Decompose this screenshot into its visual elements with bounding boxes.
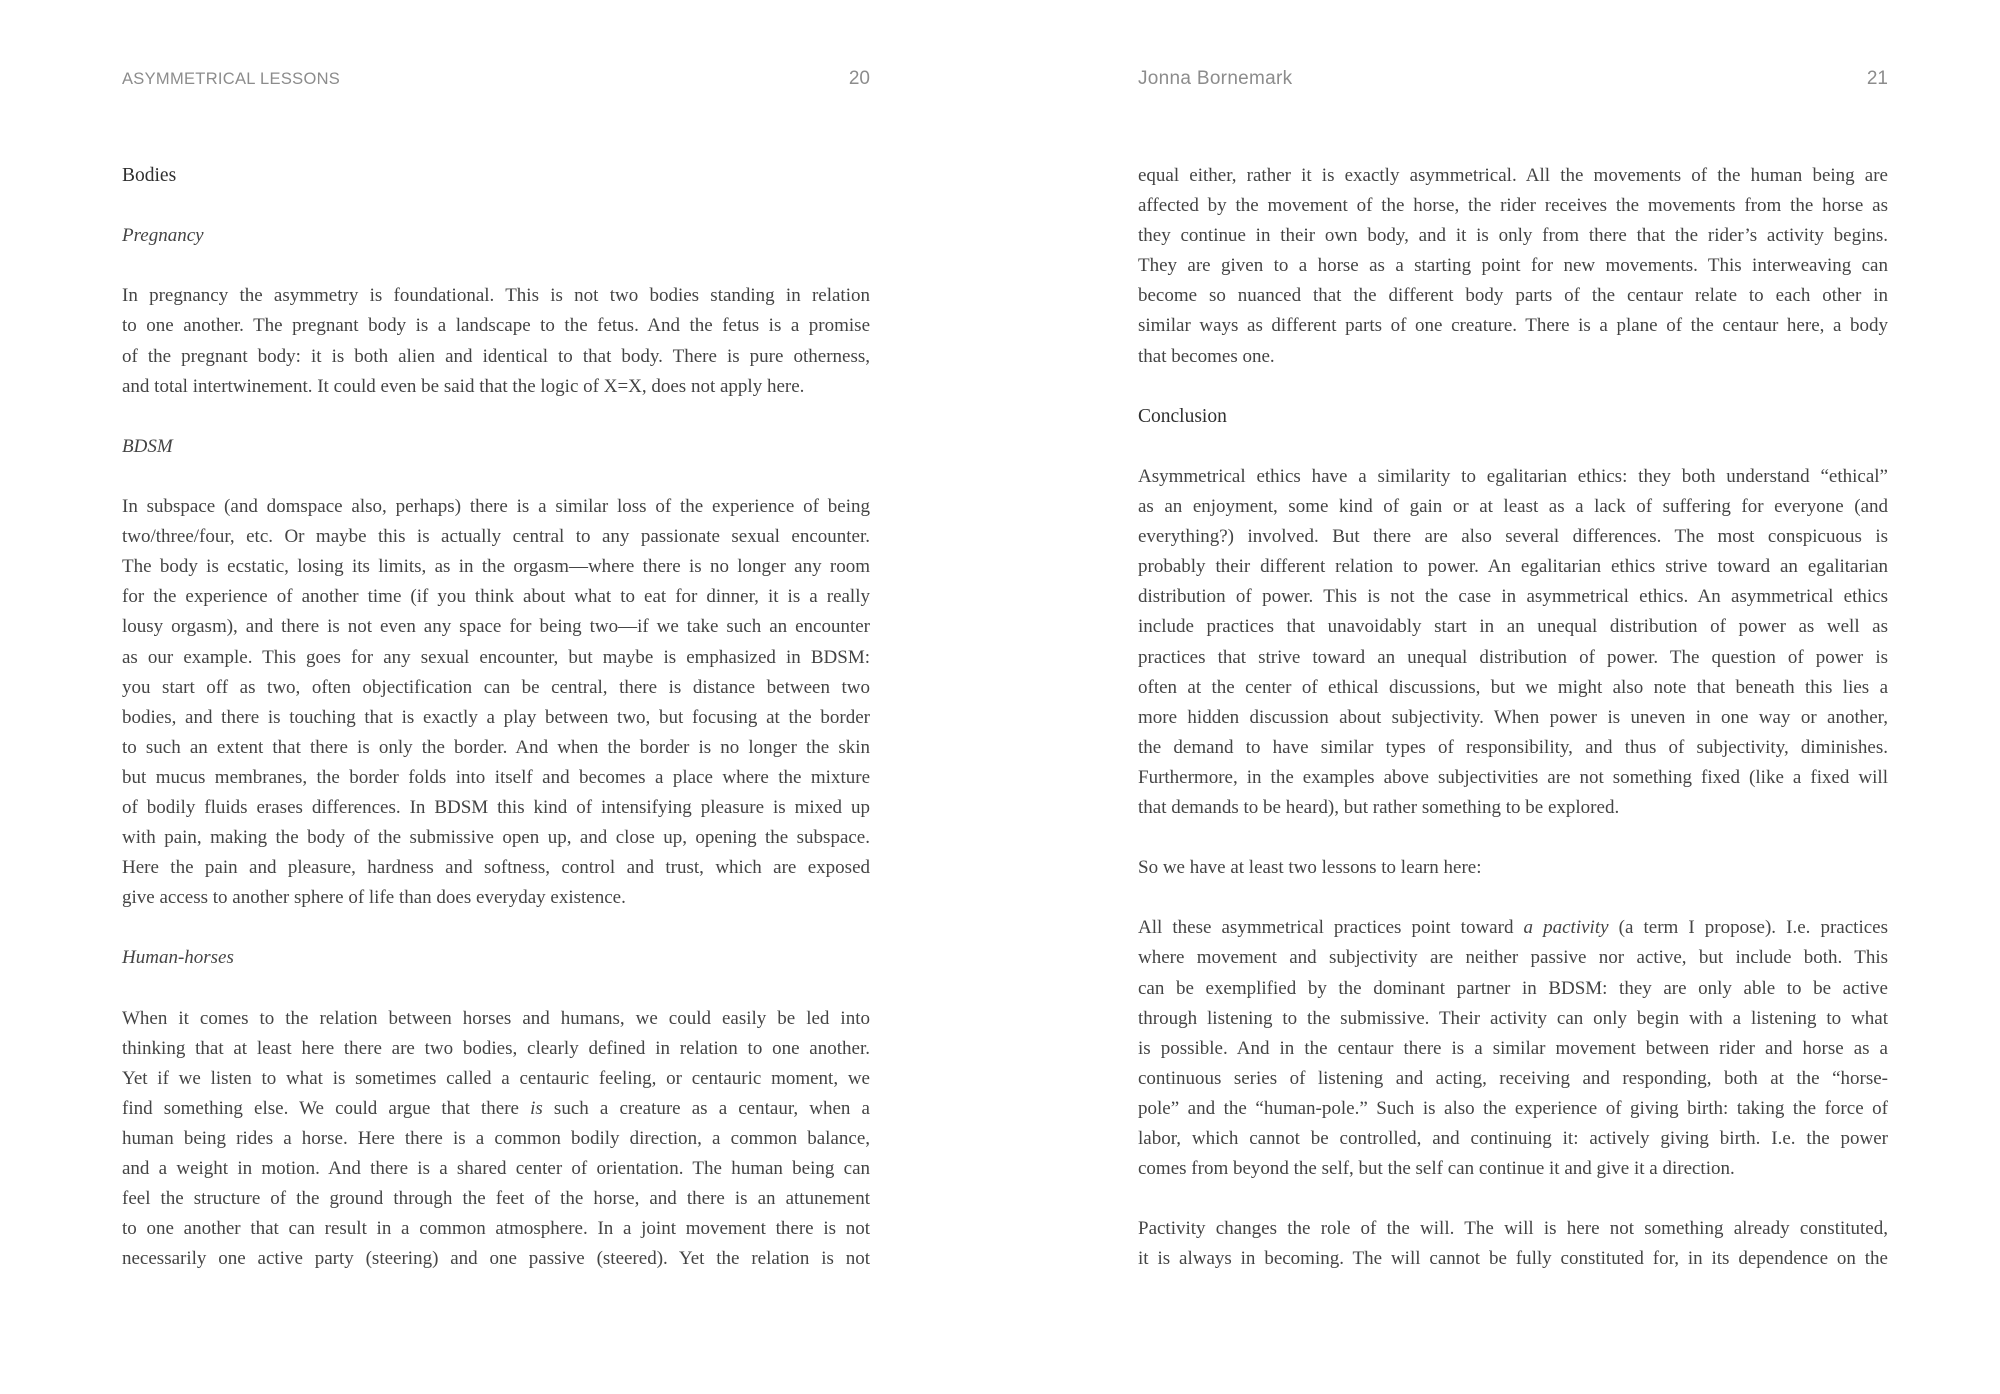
- text-line: In subspace (and domspace also, perhaps) there is a similar loss of the experience of being: [122, 496, 870, 518]
- text-line: pole” and the “human-pole.” Such is also the experience of giving birth: taking the force of: [1138, 1097, 1888, 1119]
- text-line: [1138, 913, 1888, 943]
- text-line: they continue in their own body, and it is only from there that the rider’s activity begins.: [1138, 225, 1888, 247]
- text-line: equal either, rather it is exactly asymmetrical. All the movements of the human being are: [1138, 165, 1888, 186]
- text-line: but mucus membranes, the border folds into itself and becomes a place where the mixture: [122, 766, 870, 788]
- text-line: probably their different relation to power. An egalitarian ethics strive toward an egalitarian: [1138, 556, 1888, 578]
- text-line: They are given to a horse as a starting point for new movements. This interweaving can: [1138, 255, 1888, 277]
- text-line: distribution of power. This is not the case in asymmetrical ethics. An asymmetrical ethics: [1138, 586, 1888, 608]
- paragraph: [1138, 1214, 1888, 1274]
- paragraph: [1138, 462, 1888, 823]
- text-line: practices that strive toward an unequal distribution of power. The question of power is: [1138, 646, 1888, 668]
- paragraph: [122, 1004, 870, 1275]
- section-heading: [122, 161, 870, 191]
- paragraph: [122, 492, 870, 913]
- text-line: continuous series of listening and acting, receiving and responding, both at the “horse-: [1138, 1067, 1888, 1089]
- text-line: thinking that at least here there are two bodies, clearly defined in relation to one another.: [122, 1037, 870, 1059]
- text-line: become so nuanced that the different body parts of the centaur relate to each other in: [1138, 285, 1888, 307]
- subsection-heading: [122, 432, 870, 462]
- text-column: [122, 161, 870, 1274]
- text-line: as an enjoyment, some kind of gain or at least as a lack of suffering for everyone (and: [1138, 496, 1888, 518]
- subsection-heading: [122, 221, 870, 251]
- text-line: Here the pain and pleasure, hardness and softness, control and trust, which are exposed: [122, 857, 870, 879]
- right-page: [1000, 0, 2000, 1394]
- running-head-book-title: ASYMMETRICAL LESSONS: [122, 70, 341, 88]
- text-line: of bodily fluids erases differences. In BDSM this kind of intensifying pleasure is mixed up: [122, 796, 870, 818]
- text-line: bodies, and there is touching that is exactly a play between two, but focusing at the border: [122, 706, 870, 728]
- text-line: two/three/four, etc. Or maybe this is actually central to any passionate sexual encounter.: [122, 526, 870, 548]
- text-line: The body is ecstatic, losing its limits, as in the orgasm—where there is no longer any room: [122, 556, 870, 578]
- text-line: is possible. And in the centaur there is a similar movement between rider and horse as a: [1138, 1037, 1888, 1059]
- text-line: of the pregnant body: it is both alien and identical to that body. There is pure otherness,: [122, 345, 870, 367]
- text-line: Bodies: [122, 165, 177, 186]
- text-line: that demands to be heard), but rather something to be explored.: [1138, 796, 1620, 818]
- text-line: BDSM: [122, 435, 173, 457]
- text-line: Furthermore, in the examples above subjectivities are not something fixed (like a fixed will: [1138, 766, 1888, 788]
- text-segment: (a term I propose). I.e. practices: [1608, 917, 1888, 939]
- paragraph: [1138, 913, 1888, 1184]
- text-line: to such an extent that there is only the border. And when the border is no longer the skin: [122, 736, 870, 758]
- text-line: Human-horses: [122, 947, 234, 969]
- text-line: can be exemplified by the dominant partner in BDSM: they are only able to be active: [1138, 977, 1888, 999]
- paragraph: [1138, 853, 1888, 883]
- text-line: Pactivity changes the role of the will. The will is here not something already constituted,: [1138, 1218, 1888, 1240]
- text-line: necessarily one active party (steering) and one passive (steered). Yet the relation is not: [122, 1248, 870, 1270]
- text-line: Yet if we listen to what is sometimes called a centauric feeling, or centauric moment, we: [122, 1067, 870, 1089]
- text-segment: find something else. We could argue that there: [122, 1097, 531, 1119]
- text-line: everything?) involved. But there are also several differences. The most conspicuous is: [1138, 526, 1888, 548]
- text-segment: such a creature as a centaur, when a: [542, 1097, 870, 1119]
- text-line: give access to another sphere of life than does everyday existence.: [122, 887, 626, 909]
- text-line: feel the structure of the ground through the feet of the horse, and there is an attunement: [122, 1188, 870, 1210]
- text-line: comes from beyond the self, but the self can continue it and give it a direction.: [1138, 1158, 1735, 1180]
- text-segment: All these asymmetrical practices point toward: [1138, 917, 1524, 939]
- text-line: with pain, making the body of the submissive open up, and close up, opening the subspace.: [122, 827, 870, 849]
- text-line: and total intertwinement. It could even be said that the logic of X=X, does not apply here.: [122, 375, 805, 397]
- text-line: to one another. The pregnant body is a landscape to the fetus. And the fetus is a promise: [122, 315, 870, 337]
- paragraph: [1138, 161, 1888, 372]
- text-line: include practices that unavoidably start in an unequal distribution of power as well as: [1138, 616, 1888, 638]
- text-line: for the experience of another time (if you think about what to eat for dinner, it is a really: [122, 586, 870, 608]
- text-line: it is always in becoming. The will cannot be fully constituted for, in its dependence on the: [1138, 1248, 1888, 1270]
- text-line: human being rides a horse. Here there is a common bodily direction, a common balance,: [122, 1128, 870, 1149]
- text-line: through listening to the submissive. Their activity can only begin with a listening to what: [1138, 1007, 1888, 1029]
- text-line: you start off as two, often objectification can be central, there is distance between two: [122, 676, 870, 698]
- text-line: more hidden discussion about subjectivity. When power is uneven in one way or another,: [1138, 706, 1888, 728]
- text-line: to one another that can result in a common atmosphere. In a joint movement there is not: [122, 1218, 870, 1240]
- text-line: Pregnancy: [122, 225, 204, 247]
- section-heading: [1138, 402, 1888, 432]
- text-line: When it comes to the relation between horses and humans, we could easily be led into: [122, 1007, 870, 1029]
- text-line: as our example. This goes for any sexual encounter, but maybe is emphasized in BDSM:: [122, 646, 870, 668]
- text-line: similar ways as different parts of one creature. There is a plane of the centaur here, a body: [1138, 315, 1888, 337]
- paragraph: [122, 281, 870, 401]
- page-number: 20: [848, 68, 870, 89]
- text-line: Conclusion: [1138, 405, 1227, 427]
- text-line: affected by the movement of the horse, the rider receives the movements from the horse as: [1138, 195, 1888, 217]
- page-number: 21: [1866, 68, 1888, 89]
- text-column: [1138, 161, 1888, 1274]
- text-line: In pregnancy the asymmetry is foundational. This is not two bodies standing in relation: [122, 285, 870, 307]
- text-line: where movement and subjectivity are neither passive nor active, but include both. This: [1138, 947, 1888, 969]
- text-line: lousy orgasm), and there is not even any space for being two—if we take such an encounter: [122, 616, 870, 638]
- text-line: So we have at least two lessons to learn here:: [1138, 857, 1482, 879]
- text-line: Asymmetrical ethics have a similarity to egalitarian ethics: they both understand “ethical”: [1138, 465, 1888, 487]
- running-head-author: Jonna Bornemark: [1138, 68, 1293, 89]
- text-line: often at the center of ethical discussions, but we might also note that beneath this lies a: [1138, 676, 1888, 698]
- text-line: and a weight in motion. And there is a shared center of orientation. The human being can: [122, 1158, 870, 1180]
- emphasis-text: a pactivity: [1523, 917, 1609, 939]
- text-line: [122, 1094, 870, 1124]
- emphasis-text: is: [530, 1097, 543, 1119]
- text-line: the demand to have similar types of responsibility, and thus of subjectivity, diminishes.: [1138, 736, 1888, 758]
- text-line: labor, which cannot be controlled, and continuing it: actively giving birth. I.e. the power: [1138, 1128, 1888, 1149]
- text-line: that becomes one.: [1138, 345, 1275, 367]
- subsection-heading: [122, 943, 870, 973]
